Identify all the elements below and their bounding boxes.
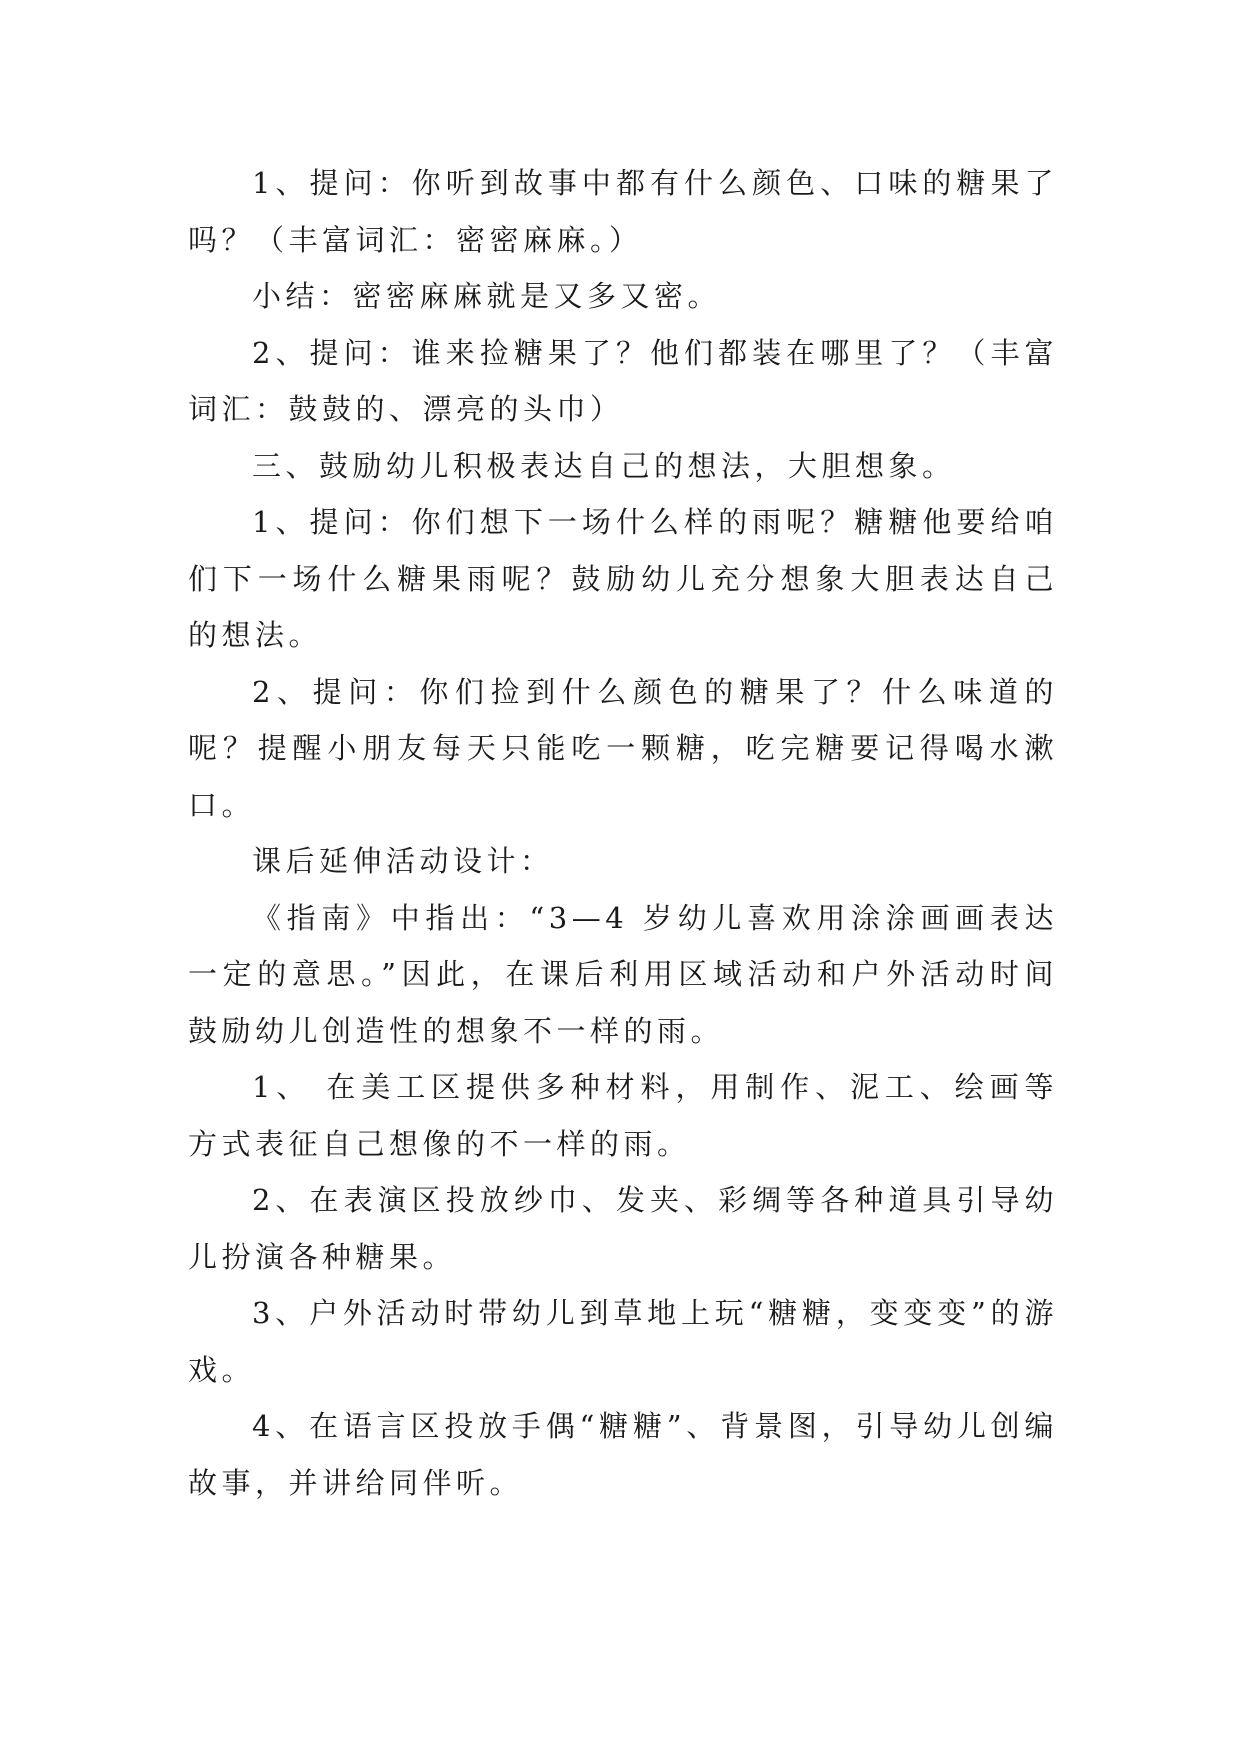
paragraph: 2、提问：你们捡到什么颜色的糖果了？什么味道的呢？提醒小朋友每天只能吃一颗糖，吃完糖要记得喝水漱口。 (188, 674, 1058, 822)
document-body (188, 155, 1058, 1511)
paragraph: 3、户外活动时带幼儿到草地上玩“糖糖，变变变”的游戏。 (188, 1296, 1058, 1387)
paragraph: 小结：密密麻麻就是又多又密。 (252, 279, 722, 313)
paragraph: 4、在语言区投放手偶“糖糖”、背景图，引导幼儿创编故事，并讲给同伴听。 (188, 1409, 1058, 1500)
paragraph: 1、提问：你听到故事中都有什么颜色、口味的糖果了吗？（丰富词汇：密密麻麻。） (188, 166, 1058, 257)
paragraph: 2、提问：谁来捡糖果了？他们都装在哪里了？（丰富词汇：鼓鼓的、漂亮的头巾） (188, 335, 1058, 426)
paragraph: 《指南》中指出：“3—4 岁幼儿喜欢用涂涂画画表达一定的意思。”因此，在课后利用区域活动和户外活动时间鼓励幼儿创造性的想象不一样的雨。 (188, 900, 1058, 1048)
section-heading: 课后延伸活动设计： (252, 844, 554, 878)
paragraph: 1、提问：你们想下一场什么样的雨呢？糖糖他要给咱们下一场什么糖果雨呢？鼓励幼儿充分想象大胆表达自己的想法。 (188, 505, 1058, 652)
section-heading: 三、鼓励幼儿积极表达自己的想法，大胆想象。 (252, 448, 956, 483)
paragraph: 2、在表演区投放纱巾、发夹、彩绸等各种道具引导幼儿扮演各种糖果。 (188, 1183, 1058, 1274)
paragraph: 1、 在美工区提供多种材料，用制作、泥工、绘画等方式表征自己想像的不一样的雨。 (188, 1070, 1058, 1161)
